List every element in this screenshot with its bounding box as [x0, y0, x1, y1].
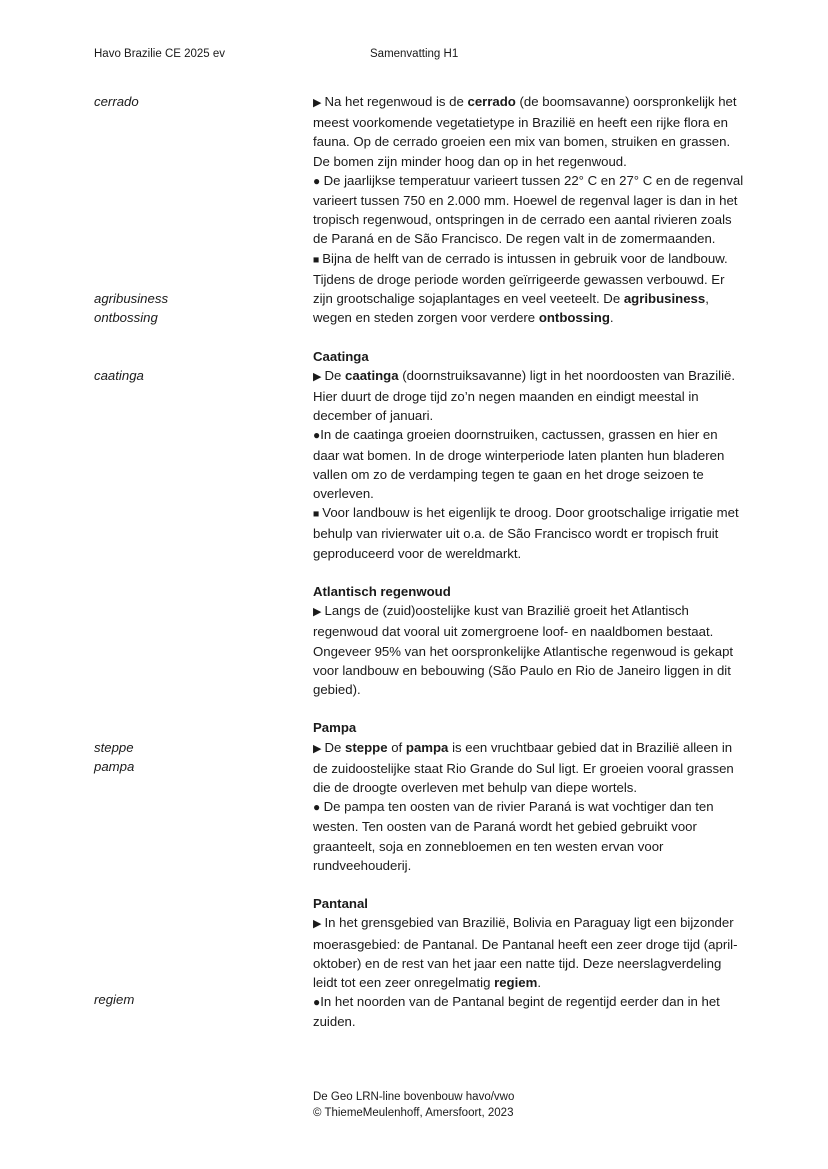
section-caatinga [94, 347, 744, 563]
paragraph [313, 425, 744, 503]
paragraph [313, 171, 744, 249]
circle-bullet-icon: ● [313, 800, 324, 815]
text-run: Voor landbouw is het eigenlijk te droog. Door grootschalige irrigatie met behulp van rivierwater uit o.a. de São Francisco wordt er tropisch fruit geproduceerd voor de wereldmarkt. [313, 505, 739, 561]
square-bullet-icon: ■ [313, 253, 323, 266]
key-term-bold: cerrado [467, 94, 516, 109]
text-run: In het grensgebied van Brazilië, Bolivia en Paraguay ligt een bijzonder moerasgebied: de Pantanal. De Pantanal heeft een zeer droge tijd (april-oktober) en de rest van het jaar een natte tijd. Deze neerslagverdeling leidt tot een zeer onregelmatig [313, 915, 738, 991]
text-run: De [324, 367, 346, 383]
text-run: De [324, 739, 346, 755]
page-footer [313, 1090, 514, 1121]
section-body [313, 582, 744, 699]
text-run: is een vruchtbaar gebied dat in Brazilië alleen in de zuidoostelijke staat Rio Grande do Sul ligt. Er groeien vooral grassen die de droogte overleven met behulp van diepe wortels. [313, 739, 734, 796]
header-left-text: Havo Brazilie CE 2025 ev [94, 48, 226, 60]
paragraph [313, 738, 744, 798]
text-run: . [537, 975, 541, 991]
square-bullet-icon: ■ [313, 508, 323, 521]
paragraph [313, 249, 744, 328]
margin-term: caatinga [94, 367, 144, 383]
text-run: . [609, 310, 614, 326]
circle-bullet-icon: ● [313, 428, 321, 443]
paragraph [313, 92, 744, 171]
key-term-bold: regiem [494, 975, 538, 991]
margin-term: cerrado [94, 94, 139, 109]
triangle-bullet-icon: ▶ [313, 606, 325, 619]
text-run: Na het regenwoud is de [324, 94, 468, 109]
text-run: Bijna de helft van de cerrado is intussen in gebruik voor de landbouw. Tijdens de droge periode worden geïrrigeerde gewassen verbouwd. Er zijn grootschalige sojaplantages en veel veeteelt. De [313, 250, 728, 307]
document-body [94, 92, 744, 1051]
section-pampa [94, 718, 744, 875]
section-body [313, 894, 744, 1031]
section-body [313, 718, 744, 875]
key-term-bold: caatinga [345, 367, 399, 383]
triangle-bullet-icon: ▶ [313, 742, 325, 755]
triangle-bullet-icon: ▶ [313, 918, 325, 931]
paragraph [313, 797, 744, 875]
text-run: In het noorden van de Pantanal begint de regentijd eerder dan in het zuiden. [313, 994, 720, 1030]
paragraph [313, 366, 744, 426]
header-right-text: Samenvatting H1 [370, 48, 459, 60]
section-body [313, 347, 744, 563]
margin-term: pampa [94, 758, 135, 774]
footer-line-1: De Geo LRN-line bovenbouw havo/vwo [313, 1091, 515, 1103]
section-heading: Pantanal [313, 896, 368, 912]
key-term-bold: agribusiness [623, 291, 706, 307]
text-run: Langs de (zuid)oostelijke kust van Brazilië groeit het Atlantisch regenwoud dat vooral uit zomergroene loof- en naaldbomen bestaat. Ongeveer 95% van het oorspronkelijke Atlantische regenwoud is gekapt voor landbouw en bebouwing (São Paulo en Rio de Janeiro liggen in dit gebied). [313, 603, 734, 698]
key-term-bold: ontbossing [538, 310, 610, 326]
section-atlantisch-regenwoud [94, 582, 744, 699]
circle-bullet-icon: ● [313, 995, 321, 1010]
section-heading: Pampa [313, 720, 357, 736]
margin-term: regiem [94, 992, 135, 1008]
margin-term: agribusiness [94, 291, 169, 307]
page-header [94, 48, 744, 66]
text-run: (de boomsavanne) oorspronkelijk het meest voorkomende vegetatietype in Brazilië en heeft een rijke flora en fauna. Op de cerrado groeien een mix van bomen, struiken en grassen. De bomen zijn minder hoog dan op in het regenwoud. [313, 94, 737, 169]
margin-term: steppe [94, 739, 134, 755]
footer-line-2: © ThiemeMeulenhoff, Amersfoort, 2023 [313, 1106, 514, 1119]
triangle-bullet-icon: ▶ [313, 97, 325, 109]
text-run: of [387, 739, 406, 755]
key-term-bold: pampa [405, 739, 449, 755]
paragraph [313, 992, 744, 1031]
paragraph [313, 601, 744, 699]
triangle-bullet-icon: ▶ [313, 370, 325, 383]
paragraph [313, 503, 744, 563]
text-run: In de caatinga groeien doornstruiken, cactussen, grassen en hier en daar wat bomen. In de droge winterperiode laten planten hun bladeren vallen om zo de verdamping tegen te gaan en het droge seizoen te overleven. [313, 427, 725, 502]
paragraph [313, 913, 744, 992]
key-term-bold: steppe [345, 739, 388, 755]
text-run: De pampa ten oosten van de rivier Paraná is wat vochtiger dan ten westen. Ten oosten van de Paraná wordt het gebied gebruikt voor graanteelt, soja en zonnebloemen en ten westen ervan voor rundveehouderij. [313, 799, 714, 873]
text-run: (doornstruiksavanne) ligt in het noordoosten van Brazilië. Hier duurt de droge tijd zo’n negen maanden en eindigt meestal in december of januari. [313, 367, 736, 424]
circle-bullet-icon: ● [313, 173, 324, 188]
text-run: , wegen en steden zorgen voor verdere [313, 291, 709, 326]
section-body [313, 92, 744, 327]
text-run: De jaarlijkse temperatuur varieert tussen 22° C en 27° C en de regenval varieert tussen 750 en 2.000 mm. Hoewel de regenval lager is dan in het tropisch regenwoud, ontspringen in de cerrado een aantal rivieren zoals de Paraná en de São Francisco. De regen valt in de zomermaanden. [313, 172, 744, 247]
margin-term: ontbossing [94, 310, 158, 326]
section-heading: Atlantisch regenwoud [313, 584, 451, 600]
section-pantanal [94, 894, 744, 1031]
section-heading: Caatinga [313, 348, 369, 364]
section-cerrado [94, 92, 744, 327]
